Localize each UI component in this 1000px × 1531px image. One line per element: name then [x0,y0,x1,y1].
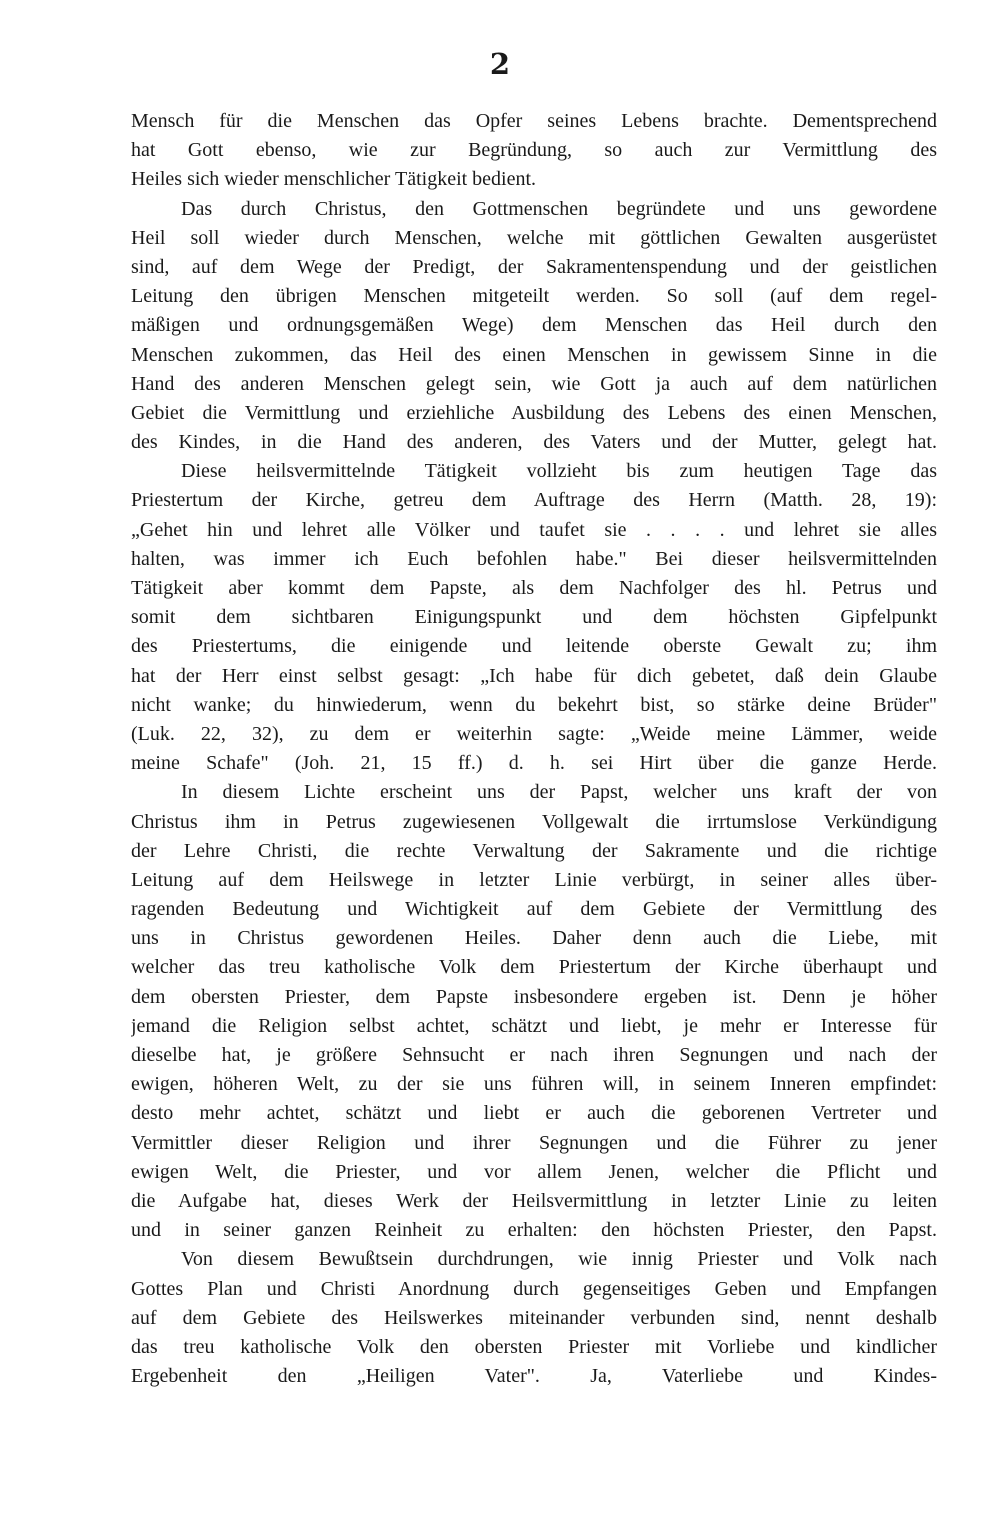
text-line: Vermittler dieser Religion und ihrer Segnungen und die Führer zu jener [131,1131,937,1154]
text-line: hat Gott ebenso, wie zur Begründung, so auch zur Vermittlung des [131,139,937,162]
text-line: „Gehet hin und lehret alle Völker und taufet sie . . . . und lehret sie alles [131,518,937,541]
text-line: Gebiet die Vermittlung und erziehliche Ausbildung des Lebens des einen Menschen, [131,401,937,424]
text-line: Christus ihm in Petrus zugewiesenen Vollgewalt die irrtumslose Verkündigung [131,810,937,833]
text-line: welcher das treu katholische Volk dem Priestertum der Kirche überhaupt und [131,956,937,979]
text-line: somit dem sichtbaren Einigungspunkt und dem höchsten Gipfelpunkt [131,606,937,629]
text-line: und in seiner ganzen Reinheit zu erhalten: den höchsten Priester, den Papst. [131,1219,937,1242]
text-line: Mensch für die Menschen das Opfer seines Lebens brachte. Dementsprechend [131,110,937,132]
text-line: meine Schafe" (Joh. 21, 15 ff.) d. h. sei Hirt über die ganze Herde. [131,752,937,775]
text-line: Ergebenheit den „Heiligen Vater". Ja, Vaterliebe und Kindes- [131,1365,937,1388]
text-line: ragenden Bedeutung und Wichtigkeit auf dem Gebiete der Vermittlung des [131,898,937,921]
text-line: ewigen, höheren Welt, zu der sie uns führen will, in seinem Inneren empfindet: [131,1073,937,1096]
text-line: desto mehr achtet, schätzt und liebt er auch die geborenen Vertreter und [131,1102,937,1125]
text-line: des Kindes, in die Hand des anderen, des Vaters und der Mutter, gelegt hat. [131,431,937,454]
text-line: dieselbe hat, je größere Sehnsucht er nach ihren Segnungen und nach der [131,1044,937,1066]
text-line: In diesem Lichte erscheint uns der Papst, welcher uns kraft der von [181,781,937,804]
text-line: Diese heilsvermittelnde Tätigkeit vollzieht bis zum heutigen Tage das [181,460,937,483]
paragraph-1 [131,107,937,195]
text-line: Menschen zukommen, das Heil des einen Menschen in gewissem Sinne in die [131,343,937,366]
text-line: Heil soll wieder durch Menschen, welche mit göttlichen Gewalten ausgerüstet [131,226,937,249]
text-line: Hand des anderen Menschen gelegt sein, wie Gott ja auch auf dem natürlichen [131,372,937,395]
text-line: nicht wanke; du hinwiederum, wenn du bekehrt bist, so stärke deine Brüder" [131,693,937,716]
text-line: mäßigen und ordnungsgemäßen Wege) dem Menschen das Heil durch den [131,314,937,337]
text-line: Von diesem Bewußtsein durchdrungen, wie innig Priester und Volk nach [181,1248,937,1271]
paragraph-3 [131,457,937,778]
body-text [131,107,937,1391]
text-line: sind, auf dem Wege der Predigt, der Sakramentenspendung und der geistlichen [131,255,937,278]
text-line: hat der Herr einst selbst gesagt: „Ich habe für dich gebetet, daß dein Glaube [131,664,937,687]
text-line: Gottes Plan und Christi Anordnung durch gegenseitiges Geben und Empfangen [131,1277,937,1300]
text-line: das treu katholische Volk den obersten Priester mit Vorliebe und kindlicher [131,1335,937,1358]
text-line: Leitung den übrigen Menschen mitgeteilt werden. So soll (auf dem regel- [131,285,937,308]
text-line: Priestertum der Kirche, getreu dem Auftrage des Herrn (Matth. 28, 19): [131,489,937,512]
text-line: die Aufgabe hat, dieses Werk der Heilsvermittlung in letzter Linie zu leiten [131,1189,937,1212]
paragraph-2 [131,195,937,458]
text-line: des Priestertums, die einigende und leitende oberste Gewalt zu; ihm [131,635,937,658]
text-line: dem obersten Priester, dem Papste insbesondere ergeben ist. Denn je höher [131,985,937,1008]
text-line: Heiles sich wieder menschlicher Tätigkeit bedient. [131,168,537,191]
text-line: auf dem Gebiete des Heilswerkes miteinander verbunden sind, nennt deshalb [131,1306,937,1329]
text-line: (Luk. 22, 32), zu dem er weiterhin sagte: „Weide meine Lämmer, weide [131,722,937,745]
text-line: uns in Christus gewordenen Heiles. Daher denn auch die Liebe, mit [131,927,937,950]
paragraph-4 [131,778,937,1245]
text-line: ewigen Welt, die Priester, und vor allem Jenen, welcher die Pflicht und [131,1160,937,1183]
text-line: Das durch Christus, den Gottmenschen begründete und uns gewordene [181,197,937,220]
text-line: der Lehre Christi, die rechte Verwaltung der Sakramente und die richtige [131,839,937,862]
page-number: 2 [489,47,511,81]
paragraph-5 [131,1245,937,1391]
text-line: Leitung auf dem Heilswege in letzter Linie verbürgt, in seiner alles über- [131,868,937,891]
text-line: Tätigkeit aber kommt dem Papste, als dem Nachfolger des hl. Petrus und [131,577,937,599]
text-line: halten, was immer ich Euch befohlen habe." Bei dieser heilsvermittelnden [131,547,937,570]
text-line: jemand die Religion selbst achtet, schätzt und liebt, je mehr er Interesse für [131,1014,937,1037]
